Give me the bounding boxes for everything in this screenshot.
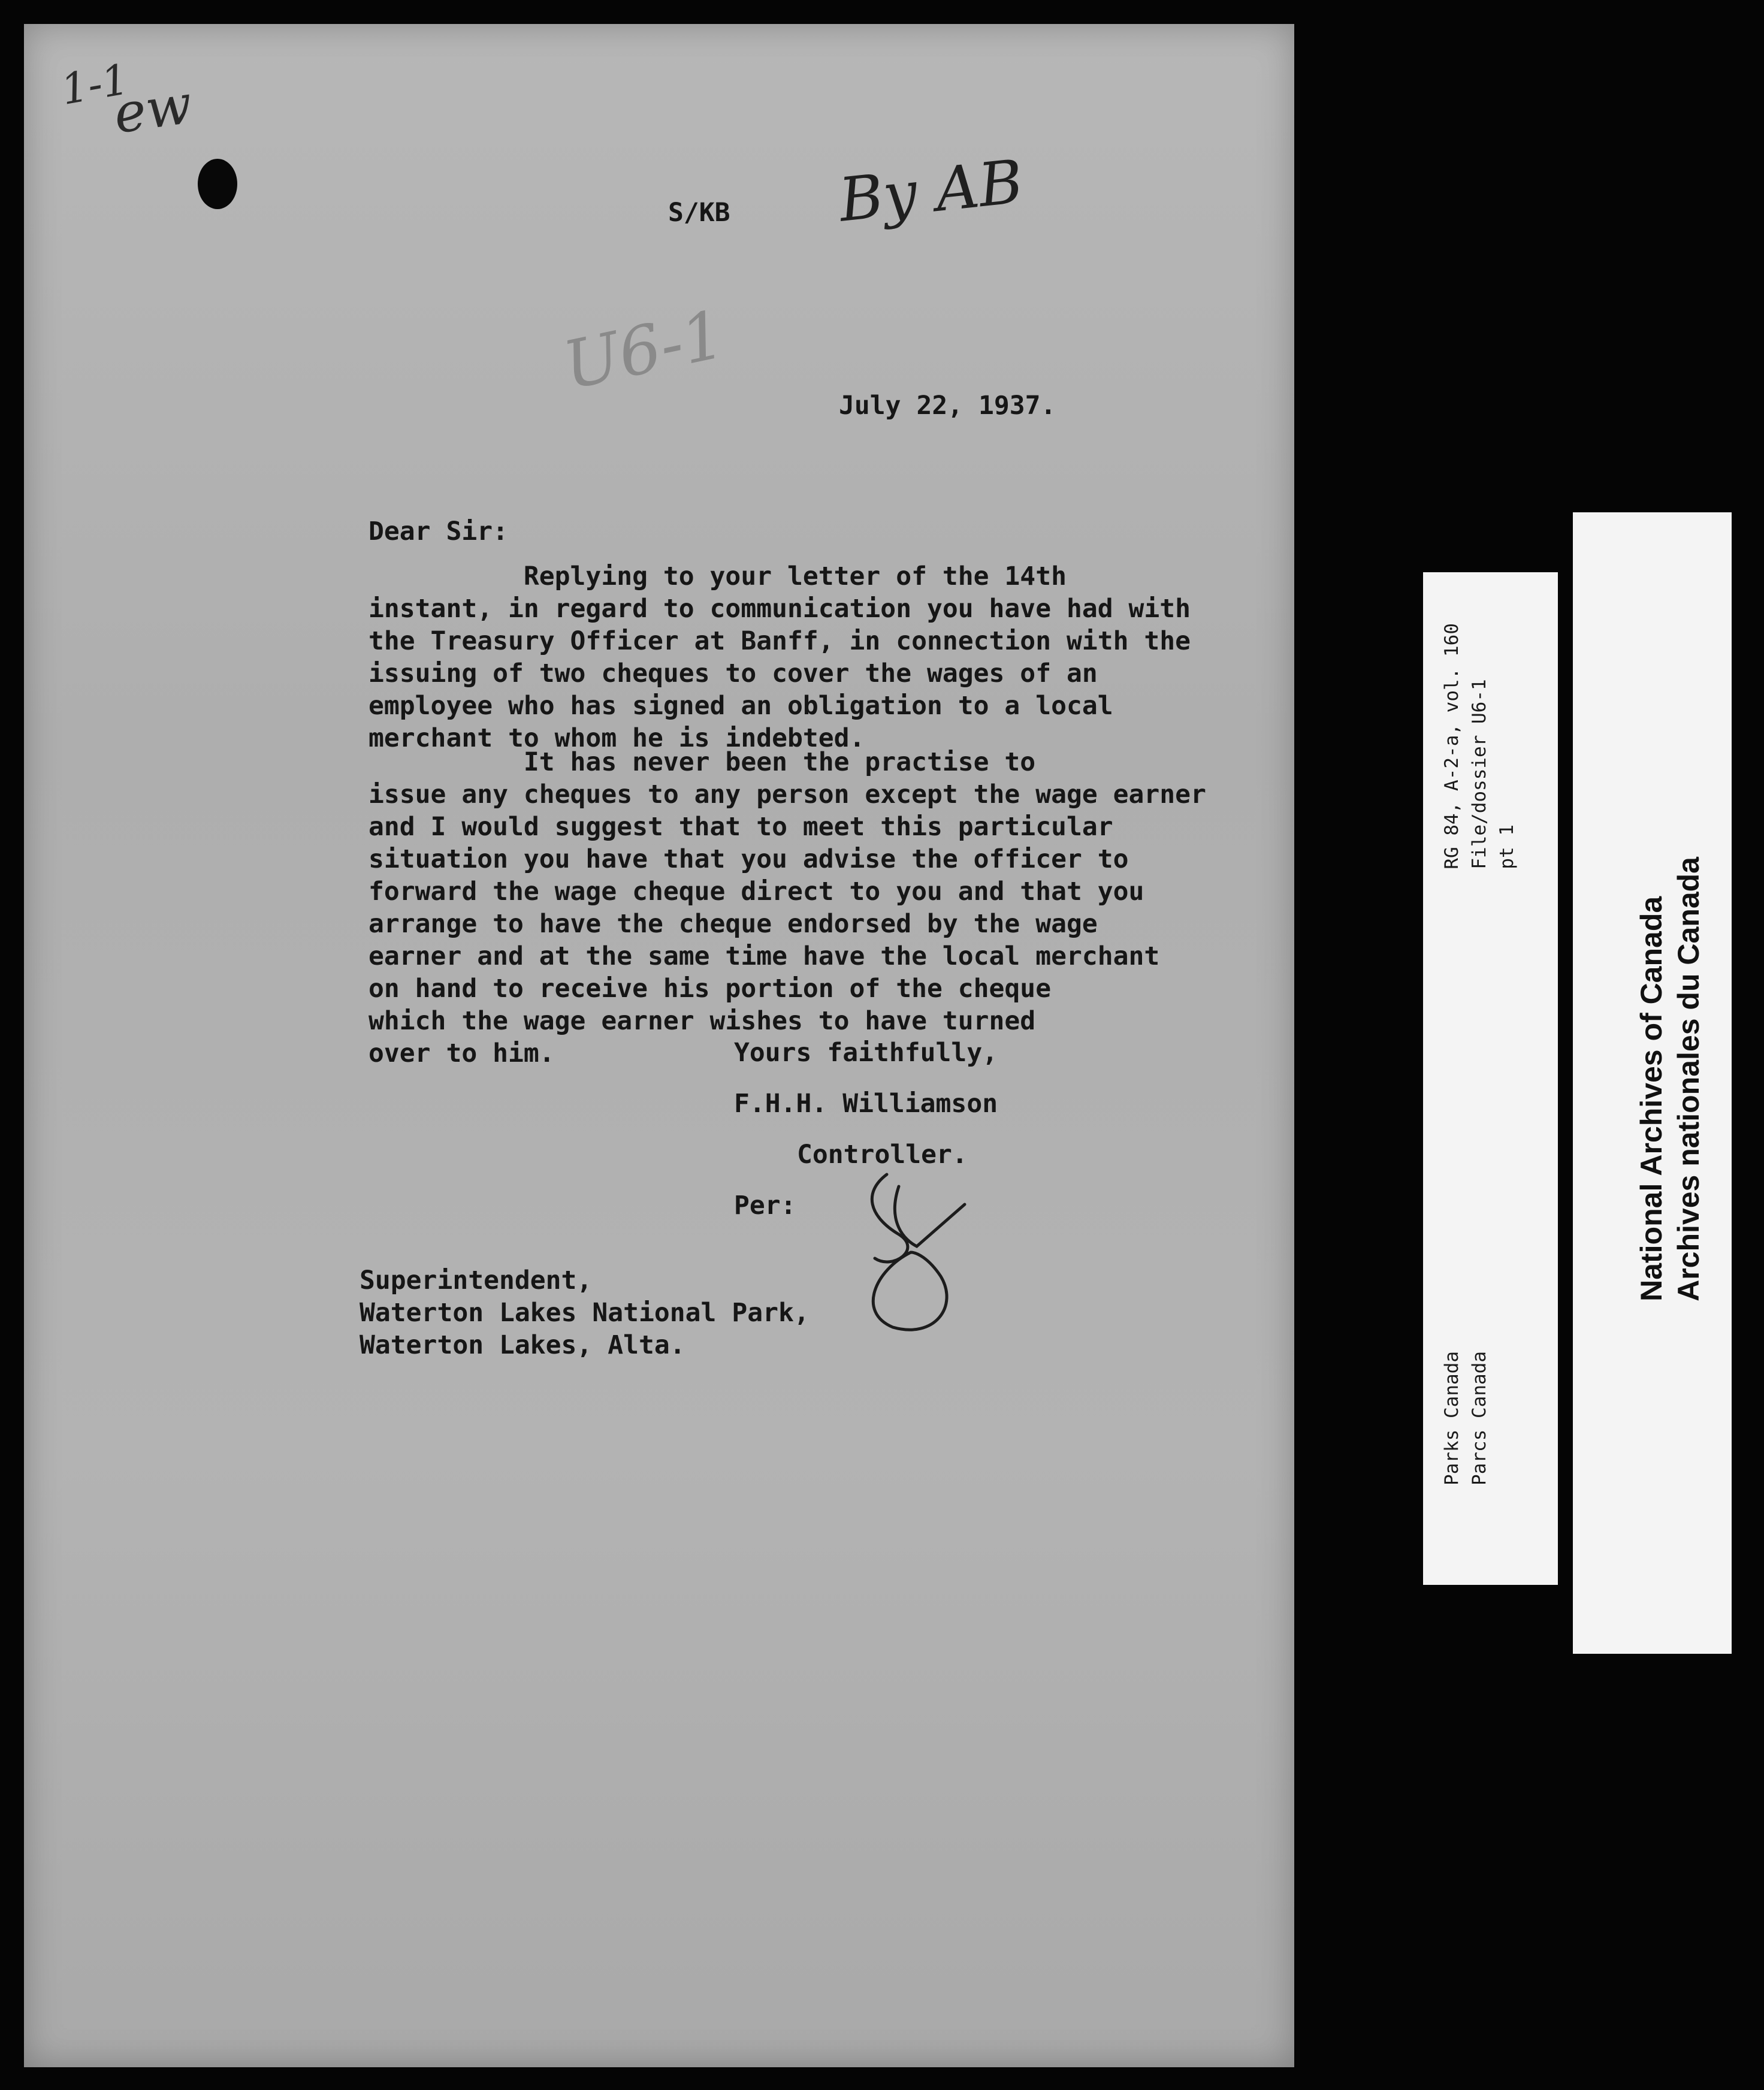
recipient-address: Superintendent, Waterton Lakes National Park, Waterton Lakes, Alta. — [360, 1266, 809, 1360]
signatory-name: F.H.H. Williamson — [734, 1089, 998, 1119]
fonds-name: Parks Canada Parcs Canada — [1441, 1351, 1490, 1485]
handwritten-signature — [851, 1168, 977, 1336]
paragraph-1: Replying to your letter of the 14th instant, in regard to communication you have had with the Treasury Officer at Banff, in connection with the issuing of two cheques to cover the wages of an employee who has signed an obligation to a local merchant to whom he is indebted. — [368, 561, 1191, 753]
handwritten-initials: By AB — [835, 146, 1026, 235]
handwritten-corner-mark: 1-1 — [57, 54, 132, 115]
handwritten-initials-mark: ew — [110, 73, 196, 146]
signatory-title: Controller. — [797, 1140, 968, 1170]
letter-date: July 22, 1937. — [839, 391, 1056, 421]
institution-name: National Archives of Canada Archives nationales du Canada — [1635, 857, 1705, 1301]
handwritten-file-number: U6-1 — [557, 295, 732, 404]
per-label: Per: — [734, 1191, 796, 1221]
salutation: Dear Sir: — [368, 517, 508, 546]
reference-code: S/KB — [668, 198, 730, 228]
paragraph-2: It has never been the practise to issue any cheques to any person except the wage earner and I would suggest that to meet this particular situation you have that you advise the officer to forward the wage cheque direct to you and that you arrange to have the cheque endorsed by the wage earner and at the same time have the local merchant on hand to receive his portion of the cheque which the wage earner wishes to have turned over to him. — [368, 747, 1206, 1068]
letter-page — [24, 24, 1294, 2067]
closing: Yours faithfully, — [734, 1038, 998, 1068]
archive-reference-text: RG 84, A-2-a, vol. 160 File/dossier U6-1 pt 1 — [1441, 623, 1518, 869]
punch-hole — [198, 159, 237, 209]
